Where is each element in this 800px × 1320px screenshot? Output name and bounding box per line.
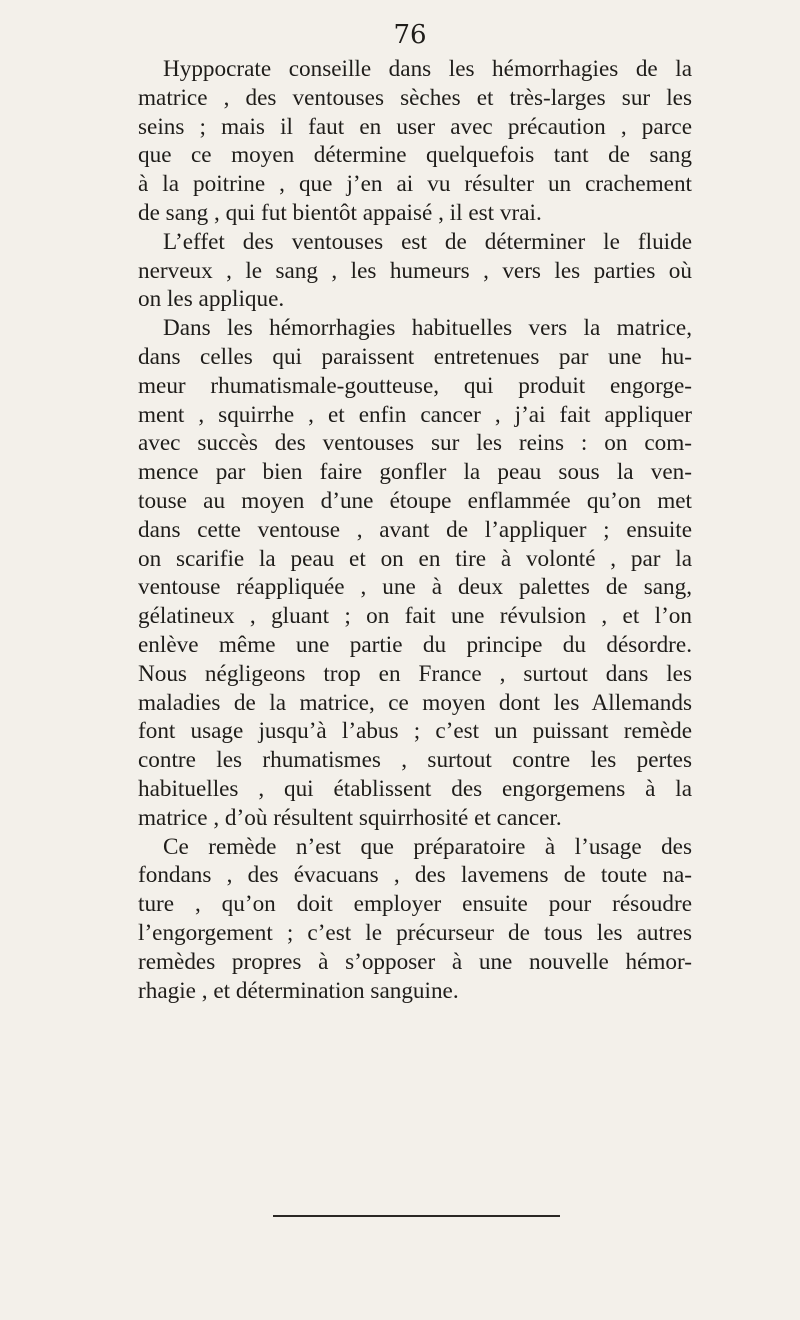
text-line: dans cette ventouse , avant de l’appliquer ; ensuite [138,516,692,543]
text-line: de sang , qui fut bientôt appaisé , il est vrai. [138,199,542,226]
text-line: mence par bien faire gonfler la peau sous la ven- [138,459,692,486]
text-line: L’effet des ventouses est de déterminer le fluide [163,228,692,255]
text-line: fondans , des évacuans , des lavemens de toute na- [138,862,692,889]
text-line: on scarifie la peau et on en tire à volonté , par la [138,545,692,572]
text-line: matrice , des ventouses sèches et très-larges sur les [138,84,692,111]
text-line: ventouse réappliquée , une à deux palettes de sang, [138,574,692,601]
text-line: dans celles qui paraissent entretenues par une hu- [138,343,692,370]
text-line: on les applique. [138,286,285,313]
text-line: maladies de la matrice, ce moyen dont les Allemands [138,689,692,716]
text-line: rhagie , et détermination sanguine. [138,977,459,1004]
paragraph-2 [138,228,692,314]
text-line: ture , qu’on doit employer ensuite pour résoudre [138,891,692,918]
body-text [138,55,692,1005]
paragraph-3 [138,314,692,832]
text-line: à la poitrine , que j’en ai vu résulter un crachement [138,171,692,198]
paragraph-1 [138,55,692,228]
text-line: Nous négligeons trop en France , surtout dans les [138,660,692,687]
paragraph-4 [138,833,692,1006]
text-line: font usage jusqu’à l’abus ; c’est un puissant remède [138,718,692,745]
text-line: seins ; mais il faut en user avec précaution , parce [138,113,692,140]
text-line: avec succès des ventouses sur les reins : on com- [138,430,692,457]
text-line: que ce moyen détermine quelquefois tant de sang [138,142,692,169]
page-number: 76 [393,20,427,50]
text-line: matrice , d’où résultent squirrhosité et cancer. [138,804,562,831]
text-line: nerveux , le sang , les humeurs , vers les parties où [138,257,692,284]
text-line: touse au moyen d’une étoupe enflammée qu’on met [138,487,692,514]
text-line: meur rhumatismale-goutteuse, qui produit engorge- [138,372,692,399]
text-line: Ce remède n’est que préparatoire à l’usage des [163,833,692,860]
text-line: contre les rhumatismes , surtout contre les pertes [138,747,692,774]
text-line: remèdes propres à s’opposer à une nouvelle hémor- [138,948,692,975]
text-line: ment , squirrhe , et enfin cancer , j’ai fait appliquer [138,401,692,428]
text-line: Dans les hémorrhagies habituelles vers la matrice, [163,315,692,342]
text-line: gélatineux , gluant ; on fait une révulsion , et l’on [138,603,692,630]
text-line: l’engorgement ; c’est le précurseur de tous les autres [138,919,692,946]
text-line: Hyppocrate conseille dans les hémorrhagies de la [163,56,692,82]
text-line: habituelles , qui établissent des engorgemens à la [138,775,692,802]
end-rule [273,1215,560,1217]
text-line: enlève même une partie du principe du désordre. [138,631,692,658]
